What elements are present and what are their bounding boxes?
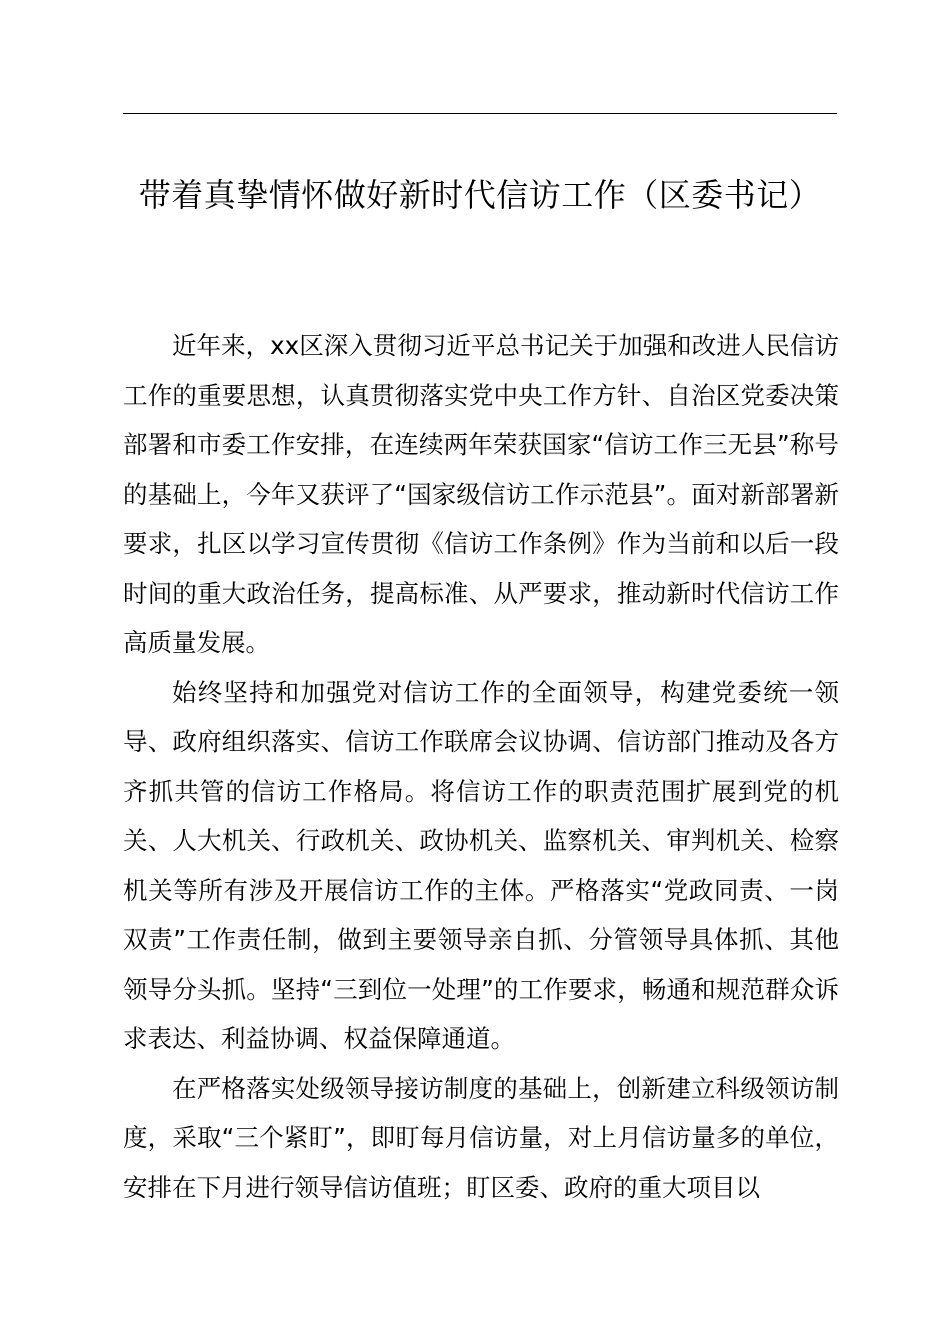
paragraph-1: 近年来，xx区深入贯彻习近平总书记关于加强和改进人民信访工作的重要思想，认真贯彻落实党中央工作方针、自治区党委决策部署和市委工作安排，在连续两年荣获国家“信访工作三无县”称号的基础上，今年又获评了“国家级信访工作示范县”。面对新部署新要求，扎区以学习宣传贯彻《信访工作条例》作为当前和以后一段时间的重大政治任务，提高标准、从严要求，推动新时代信访工作高质量发展。 bbox=[123, 331, 839, 657]
header-rule bbox=[123, 113, 837, 114]
paragraph-2: 始终坚持和加强党对信访工作的全面领导，构建党委统一领导、政府组织落实、信访工作联席会议协调、信访部门推动及各方齐抓共管的信访工作格局。将信访工作的职责范围扩展到党的机关、人大机关、行政机关、政协机关、监察机关、审判机关、检察机关等所有涉及开展信访工作的主体。严格落实“党政同责、一岗双责”工作责任制，做到主要领导亲自抓、分管领导具体抓、其他领导分头抓。坚持“三到位一处理”的工作要求，畅通和规范群众诉求表达、利益协调、权益保障通道。 bbox=[123, 677, 839, 1053]
document-body bbox=[123, 321, 839, 1212]
paragraph-3: 在严格落实处级领导接访制度的基础上，创新建立科级领访制度，采取“三个紧盯”，即盯每月信访量，对上月信访量多的单位，安排在下月进行领导信访值班；盯区委、政府的重大项目以 bbox=[123, 1073, 839, 1202]
document-title: 带着真挚情怀做好新时代信访工作（区委书记） bbox=[138, 176, 822, 214]
